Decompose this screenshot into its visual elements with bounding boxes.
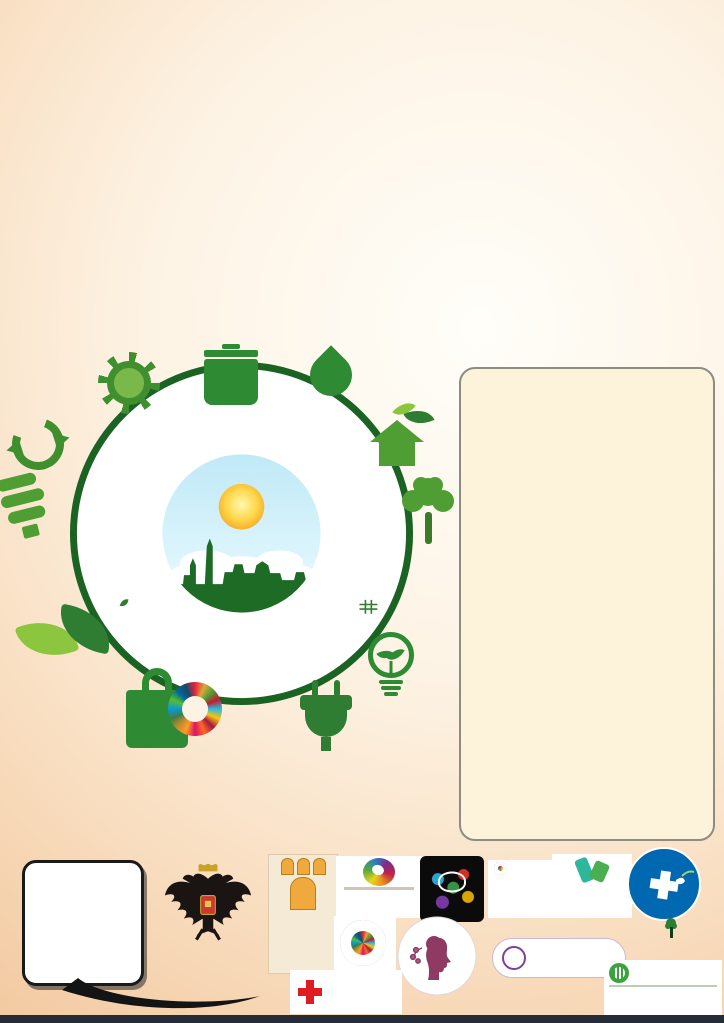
sdg-wheel-icon [168,682,222,736]
plant-bulb-icon [368,632,414,696]
toledo-coat-of-arms-icon [160,864,256,946]
recycling-bin-icon [204,344,258,405]
red-cross-icon [298,980,322,1004]
tajo-icon [552,856,632,886]
big-arch-icon [290,877,316,910]
logo-batukaika [420,856,484,922]
speech-bubble-tail [60,978,275,1014]
logo-ayatana [336,856,422,918]
bottom-border [0,1015,724,1023]
drum-icon [438,872,466,893]
event-date [426,174,716,178]
eco-house-icon [368,420,426,466]
cave-letters [340,920,386,966]
logo-ayuntamiento-toledo [146,864,270,982]
logo-bolo-bolo [488,860,560,918]
logo-aavv-el-ciudadano [22,860,144,986]
logo-medicos-del-mundo [626,846,702,922]
sun-center-icon [219,484,265,530]
logo-onda-poligono [432,966,598,1014]
ayatana-subtitle-bar [344,887,414,890]
pretox-icon [609,963,629,983]
program-box [459,367,715,841]
leaves-icon [20,608,114,678]
arba-tree-icon [664,918,678,938]
rainbow-ring-icon [494,862,507,875]
recycling-icon: ♻ [273,646,303,683]
sun-icon [98,352,160,414]
tree-icon [398,478,458,544]
logo-plataforma-tajo [552,854,632,918]
power-plug-icon [300,680,352,751]
arches-icon [269,858,337,875]
agenda-2030-logo [168,682,228,736]
logo-cruz-roja [290,970,402,1014]
cfl-bulb-icon [0,466,54,543]
ayatana-swirl-icon [363,858,395,886]
logo-cave-clm [334,916,396,978]
logo-pretox [604,960,722,1018]
logo-plaza-de-toros [268,854,338,974]
recycle-arrows-icon [3,409,72,478]
